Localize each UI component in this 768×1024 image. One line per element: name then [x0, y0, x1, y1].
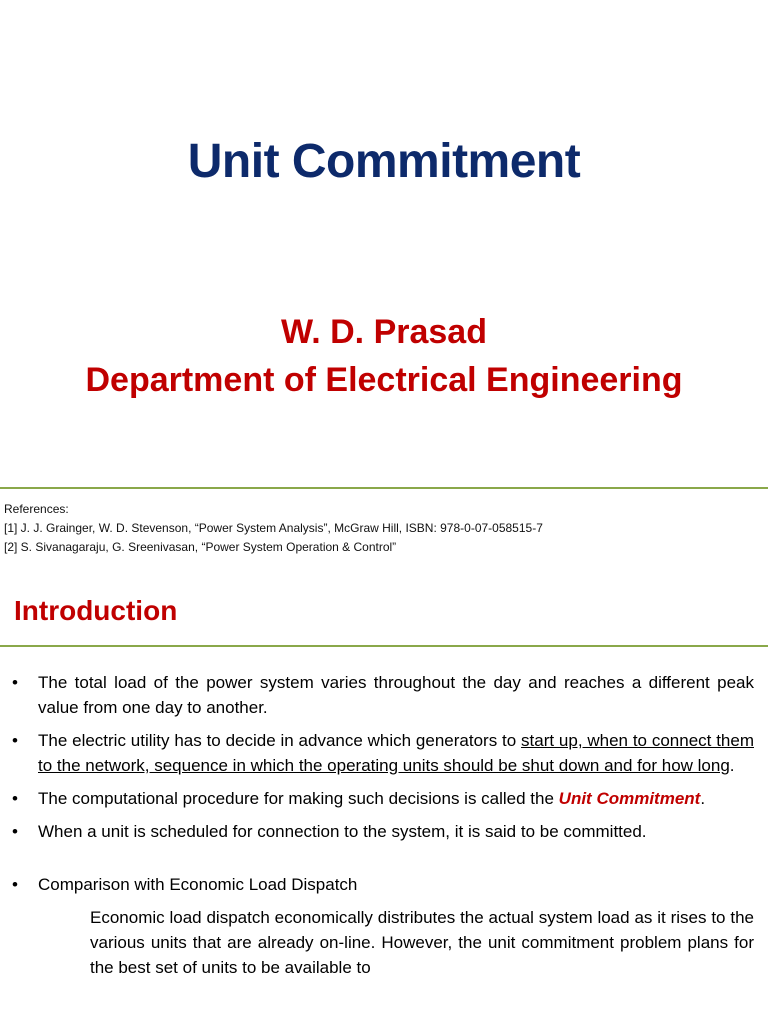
bullet-marker: • — [12, 789, 18, 808]
bullet-item — [12, 670, 754, 720]
bullet-text: The computational procedure for making such decisions is called the — [38, 789, 559, 808]
bullet-text: . — [729, 756, 735, 775]
bullet-marker: • — [12, 822, 18, 841]
bullet-marker: • — [12, 875, 18, 894]
references-block — [4, 500, 543, 557]
author-block — [0, 308, 768, 404]
bullet-marker: • — [12, 731, 18, 750]
bullet-text: When a unit is scheduled for connection to the system, it is said to be committed. — [38, 822, 647, 841]
title-slide — [0, 0, 768, 487]
reference-item: [2] S. Sivanagaraju, G. Sreenivasan, “Power System Operation & Control” — [4, 540, 397, 554]
highlighted-term: Unit Commitment — [558, 789, 701, 808]
spacer — [12, 852, 754, 872]
bullet-item — [12, 728, 754, 778]
bullet-list — [12, 670, 754, 980]
slide-title: Unit Commitment — [187, 135, 581, 188]
department-name: Department of Electrical Engineering — [85, 361, 683, 399]
bullet-item — [12, 786, 754, 811]
section-title: Introduction — [14, 595, 178, 626]
references-heading: References: — [4, 502, 69, 516]
reference-item: [1] J. J. Grainger, W. D. Stevenson, “Power System Analysis”, McGraw Hill, ISBN: 978-0-07-058515-7 — [4, 521, 543, 535]
bullet-text: . — [700, 789, 706, 808]
bullet-item — [12, 819, 754, 844]
slide-divider — [0, 487, 768, 489]
sub-paragraph: Economic load dispatch economically distributes the actual system load as it rises to the various units that are already on-line. However, the unit commitment problem plans for the best set of units to be available to — [90, 908, 754, 977]
bullet-underlined-text: start up, when to connect them to the network, sequence in which the operating units should be shut down and for how long — [38, 731, 754, 775]
section-divider — [0, 645, 768, 647]
bullet-text: Comparison with Economic Load Dispatch — [38, 875, 358, 894]
bullet-marker: • — [12, 673, 18, 692]
bullet-text: The electric utility has to decide in advance which generators to — [38, 731, 522, 750]
bullet-item — [12, 872, 754, 897]
author-name: W. D. Prasad — [281, 313, 487, 351]
bullet-text: The total load of the power system varies throughout the day and reaches a different peak value from one day to another. — [38, 673, 754, 717]
